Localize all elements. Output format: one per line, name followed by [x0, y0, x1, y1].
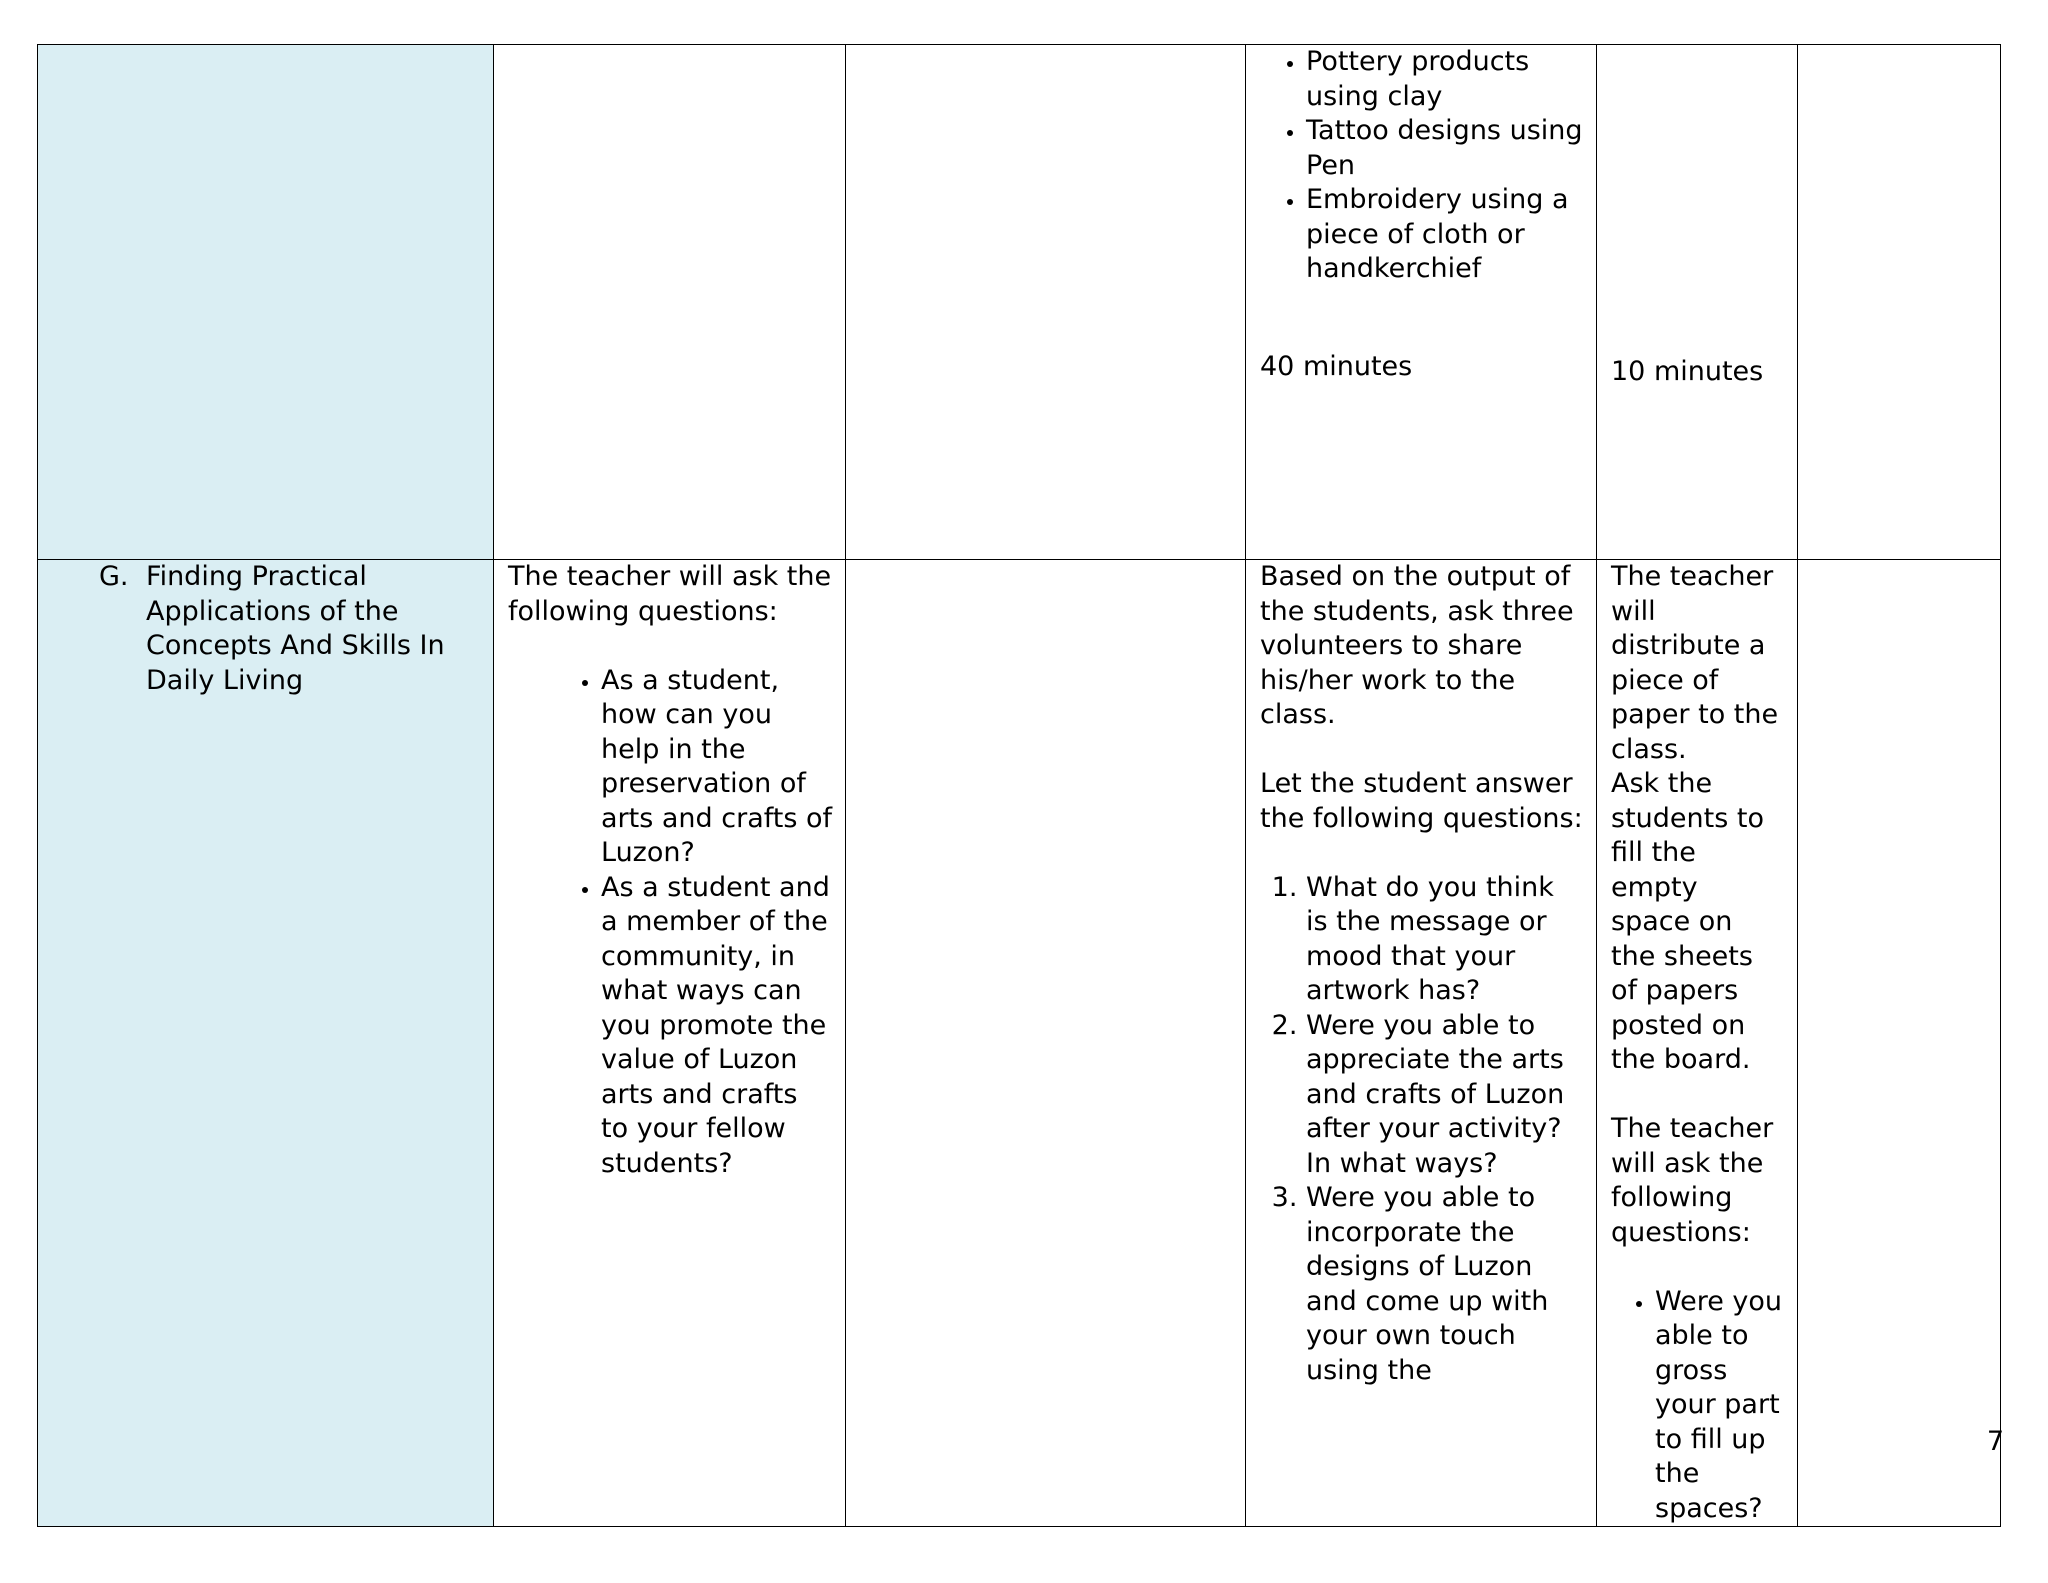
teacher-intro: The teacher will ask the following questions: [508, 561, 832, 627]
procedure-letter: G. [99, 561, 129, 592]
page-number: 7 [1986, 1426, 2004, 1457]
table-row [38, 560, 2001, 1527]
remarks-cell [1798, 560, 2001, 1527]
procedure-label: Finding Practical Applications of the Concepts And Skills In Daily Living [146, 561, 445, 696]
list-item: • As a student, how can you help in the preservation of arts and crafts of Luzon? [601, 664, 833, 871]
activity-questions-list [1246, 871, 1585, 1389]
materials-list [1246, 45, 1585, 287]
teacher-time: 10 minutes [1611, 356, 1764, 387]
list-item: • Pottery products using clay [1306, 45, 1584, 114]
list-item: • Tattoo designs using Pen [1306, 114, 1584, 183]
instruction-text: The teacher will distribute a piece of paper to the class. [1611, 561, 1779, 765]
list-item: 1. What do you think is the message or mood that your artwork has? [1306, 871, 1584, 1009]
teacher-activity-cell [494, 45, 846, 560]
activity-prompt: Let the student answer the following questions: [1260, 768, 1583, 834]
activity-intro: Based on the output of the students, ask three volunteers to share his/her work to the class. [1260, 561, 1574, 730]
empty-cell [846, 560, 1246, 1527]
instruction-text: Ask the students to fill the empty space on the sheets of papers posted on the board. [1611, 768, 1764, 1075]
list-item: 3. Were you able to incorporate the designs of Luzon and come up with your own touch using the [1306, 1181, 1584, 1388]
empty-cell [846, 45, 1246, 560]
remarks-cell [1798, 45, 2001, 560]
procedure-label-cell [38, 45, 494, 560]
teacher-questions-list [508, 664, 833, 1182]
teacher-instructions-cell [1597, 560, 1798, 1527]
list-item: • Were you able to gross your part to fill up the spaces? [1655, 1285, 1785, 1527]
procedure-label-cell [38, 560, 494, 1527]
activity-time: 40 minutes [1260, 350, 1413, 382]
teacher-time-cell [1597, 45, 1798, 560]
list-item: 2. Were you able to appreciate the arts and crafts of Luzon after your activity? In what ways? [1306, 1009, 1584, 1182]
teacher-questions-list [1611, 1285, 1785, 1527]
table-row [38, 45, 2001, 560]
activity-cell [1246, 560, 1597, 1527]
teacher-activity-cell [494, 560, 846, 1527]
instruction-text: The teacher will ask the following questions: [1611, 1113, 1774, 1248]
list-item: • As a student and a member of the community, in what ways can you promote the value of Luzon arts and crafts to your fellow students? [601, 871, 833, 1182]
lesson-plan-table [37, 44, 2001, 1527]
activity-cell [1246, 45, 1597, 560]
list-item: • Embroidery using a piece of cloth or handkerchief [1306, 183, 1584, 287]
